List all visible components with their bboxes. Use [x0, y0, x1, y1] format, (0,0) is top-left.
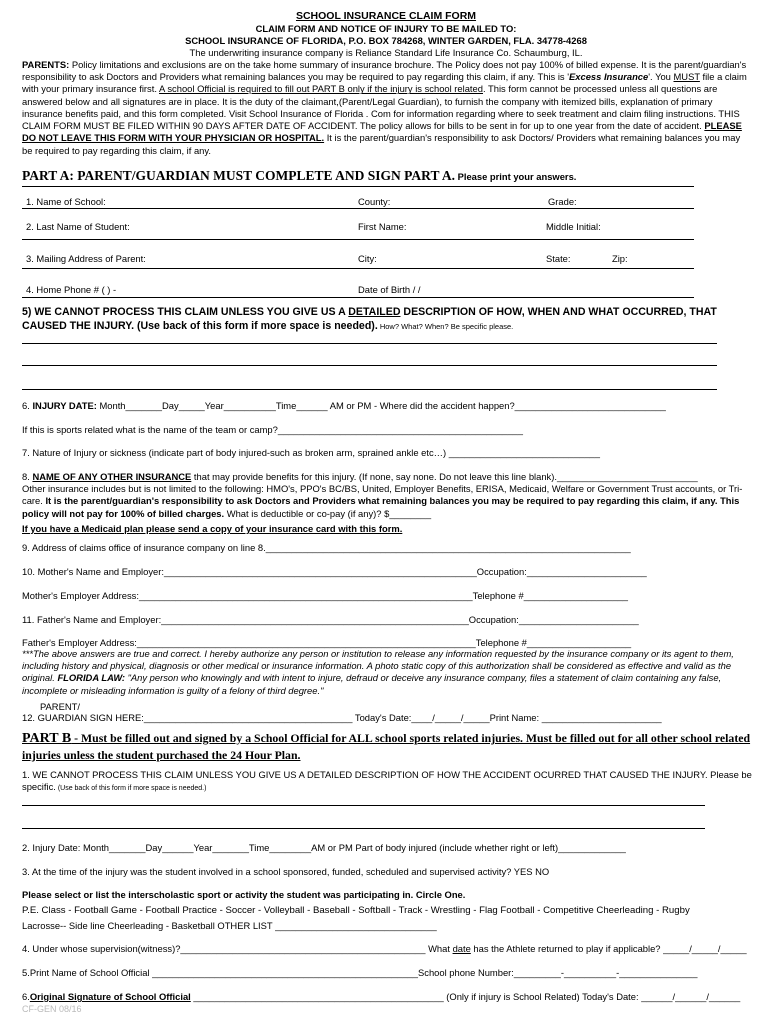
- field-4-line[interactable]: [22, 297, 694, 298]
- parents-label: PARENTS:: [22, 59, 70, 70]
- description-line-3[interactable]: [22, 389, 717, 390]
- part-b-question-1: 1. WE CANNOT PROCESS THIS CLAIM UNLESS YOU GIVE US A DETAILED DESCRIPTION OF HOW THE ACCIDENT OCURRED THAT CAUSED THE INJURY. Please be specific. (Use back of this form if more space is needed.): [22, 769, 752, 793]
- first-name-label: First Name:: [358, 221, 407, 232]
- parent-label: PARENT/: [40, 701, 80, 712]
- state-label: State:: [546, 253, 571, 264]
- part-b-question-5: 5.Print Name of School Official ___________________________________________________School phone Number:_________-__________-_______________: [22, 967, 698, 978]
- question-6: 6. INJURY DATE: Month_______Day_____Year__________Time______ AM or PM - Where did the accident happen?_____________________________: [22, 400, 666, 411]
- medicaid-notice: If you have a Medicaid plan please send a copy of your insurance card with this form.: [22, 523, 403, 534]
- question-9: 9. Address of claims office of insurance company on line 8.______________________________________________________________________: [22, 542, 631, 553]
- grade-label: Grade:: [548, 196, 577, 207]
- city-label: City:: [358, 253, 377, 264]
- part-b-question-3: 3. At the time of the injury was the student involved in a school sponsored, funded, scheduled and supervised activity? YES NO: [22, 866, 550, 877]
- part-b-question-4: 4. Under whose supervision(witness)?_______________________________________________ What date has the Athlete returned to play if applicable? _____/_____/_____: [22, 943, 747, 954]
- zip-label: Zip:: [612, 253, 628, 264]
- field-2-line[interactable]: [22, 239, 694, 240]
- mailing-address: SCHOOL INSURANCE OF FLORIDA, P.O. BOX 784268, WINTER GARDEN, FLA. 34778-4268: [185, 35, 587, 46]
- question-10: 10. Mother's Name and Employer:____________________________________________________________Occupation:_______________________: [22, 566, 647, 577]
- question-5: 5) WE CANNOT PROCESS THIS CLAIM UNLESS YOU GIVE US A DETAILED DESCRIPTION OF HOW, WHEN AND WHAT OCCURRED, THAT CAUSED THE INJURY. (Use back of this form if more space is needed). How? What? When? Be specific please.: [22, 306, 717, 332]
- description-line-2[interactable]: [22, 365, 717, 366]
- county-label: County:: [358, 196, 391, 207]
- part-b-description-line-1[interactable]: [22, 805, 705, 806]
- sport-options[interactable]: P.E. Class - Football Game - Football Practice - Soccer - Volleyball - Baseball - Softball - Track - Wrestling - Flag Football - Competitive Cheerleading - Rugby: [22, 905, 690, 916]
- question-8: 8. NAME OF ANY OTHER INSURANCE that may provide benefits for this injury. (If none, say none. Do not leave this line blank).___________________________ Other insurance includes but is not limited to the following: HMO's, PPO's BC/BS, United, Employer Benefits, ERISA, Medicaid, Welfare or Government Trust accounts, or Tri-care. It is the parent/guardian's responsibility to ask Doctors and Providers what remaining balances you may be required to pay regarding this claim, if any. This policy will not pay for 100% of billed charges. What is deductible or co-pay (if any)? $________: [22, 471, 743, 519]
- mailing-address-label: 3. Mailing Address of Parent:: [26, 253, 146, 264]
- question-11: 11. Father's Name and Employer:___________________________________________________________Occupation:_______________________: [22, 614, 639, 625]
- form-code: CF-GEN 08/16: [22, 1004, 82, 1014]
- middle-initial-label: Middle Initial:: [546, 221, 601, 232]
- mother-employer-address: Mother's Employer Address:________________________________________________________________Telephone #____________________: [22, 590, 628, 601]
- father-employer-address: Father's Employer Address:_________________________________________________________________Telephone #____________________: [22, 637, 632, 648]
- part-b-question-2: 2. Injury Date: Month_______Day______Year_______Time________AM or PM Part of body injured (include whether right or left)_____________: [22, 842, 626, 853]
- form-title: SCHOOL INSURANCE CLAIM FORM: [295, 10, 477, 22]
- date-of-birth-label: Date of Birth / /: [358, 284, 421, 295]
- team-or-camp: If this is sports related what is the name of the team or camp?_______________________________________________: [22, 424, 523, 435]
- sport-selection-title: Please select or list the interscholastic sport or activity the student was participating in. Circle One.: [22, 889, 466, 900]
- part-a-heading: PART A: PARENT/GUARDIAN MUST COMPLETE AND SIGN PART A. Please print your answers.: [22, 167, 694, 187]
- underwriter-line: The underwriting insurance company is Reliance Standard Life Insurance Co. Schaumburg, IL.: [189, 47, 583, 58]
- mail-to-line: CLAIM FORM AND NOTICE OF INJURY TO BE MAILED TO:: [255, 23, 517, 34]
- part-b-question-6: 6.Original Signature of School Official ________________________________________________ (Only if injury is School Related) Today's Date: ______/______/______: [22, 991, 741, 1002]
- field-3-line[interactable]: [22, 268, 694, 269]
- part-b-heading: PART B - Must be filled out and signed by a School Official for ALL school sports related injuries. Must be filled out for all other school related injuries unless the student purchased the 24 Hour Plan.: [22, 731, 751, 763]
- field-1-line[interactable]: [22, 208, 694, 209]
- question-7: 7. Nature of Injury or sickness (indicate part of body injured-such as broken arm, sprained ankle etc…) _____________________________: [22, 447, 600, 458]
- parents-notice: PARENTS: Policy limitations and exclusions are on the take home summary of insurance brochure. The Policy does not pay 100% of billed expense. It is the parent/guardian's responsibility to ask Doctors and Providers what remaining balances you may be required to pay regarding this claim, if any. This is 'Excess Insurance'. You MUST file a claim with your primary insurance first. A school Official is required to fill out PART B only if the injury is school related. This form cannot be processed unless all questions are answered below and all signatures are in place. It is the duty of the claimant,(Parent/Legal Guardian), to furnish the company with itemized bills, explanation of primary insurance benefits paid, and this form completed. Visit School Insurance of Florida . Com for information regarding where to seek treatment and claim filing instructions. THIS CLAIM FORM MUST BE FILED WITHIN 90 DAYS AFTER DATE OF ACCIDENT. The policy allows for bills to be sent in for up to one year from the date of accident. PLEASE DO NOT LEAVE THIS FORM WITH YOUR PHYSICIAN OR HOSPITAL. It is the parent/guardian's responsibility to ask Doctors/ Providers what remaining balances you may be required to pay regarding this claim, if any.: [22, 59, 747, 156]
- name-of-school-label: 1. Name of School:: [26, 196, 106, 207]
- authorization-statement: ***The above answers are true and correct. I hereby authorize any person or institution to release any information requested by the insurance company or its agent to them, including history and physical, diagnosis or other medical or insurance information. A photo static copy of this authorization shall be considered as effective and valid as the original. FLORIDA LAW: "Any person who knowingly and with intent to injure, defraud or deceive any insurance company, files a statement of claim containing any false, incomplete or misleading information is guilty of a felony of third degree.": [22, 648, 734, 696]
- home-phone-label: 4. Home Phone # ( ) -: [26, 284, 117, 295]
- sport-options-other[interactable]: Lacrosse-- Side line Cheerleading - Basketball OTHER LIST _______________________________: [22, 920, 437, 931]
- part-b-description-line-2[interactable]: [22, 828, 705, 829]
- description-line-1[interactable]: [22, 343, 717, 344]
- question-12-signature: 12. GUARDIAN SIGN HERE:________________________________________ Today's Date:____/_____/_____Print Name: _______________________: [22, 712, 662, 723]
- student-last-name-label: 2. Last Name of Student:: [26, 221, 130, 232]
